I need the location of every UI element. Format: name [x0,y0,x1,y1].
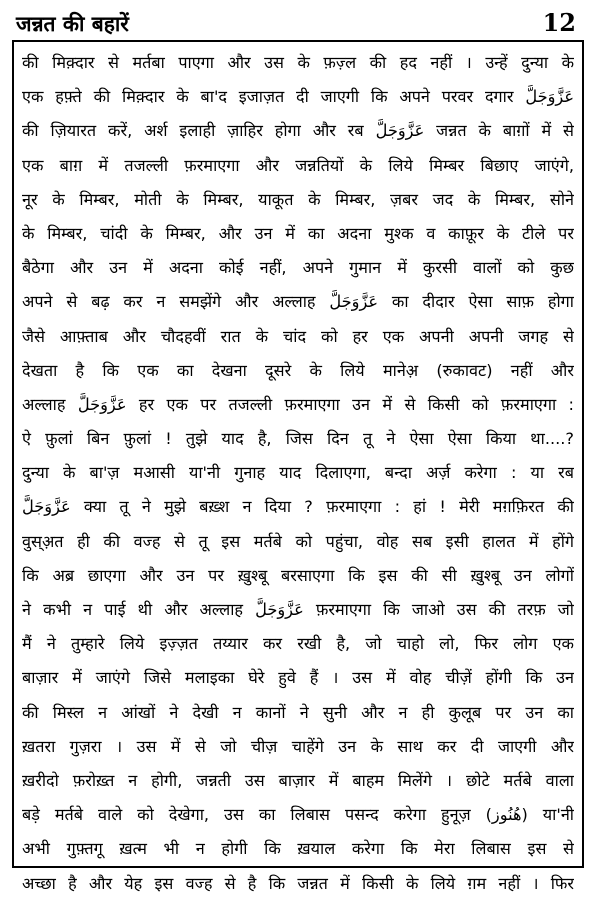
text-frame [12,40,584,893]
page-header [16,10,584,40]
text-line: नूर के मिम्बर, मोती के मिम्बर, याकूत के मिम्बर, ज़बर जद के मिम्बर, सोने [22,189,574,209]
text-line: अच्छा है और येह इस वज्ह से है कि जन्नत में किसी के लिये ग़म नहीं । फिर [22,873,574,893]
text-line: बड़े मर्तबे वाले को देखेगा, उस का लिबास पसन्द करेगा हुनूज़ (هُنُوز) या'नी [22,805,574,825]
text-line: ने कभी न पाई थी और अल्लाह عَزَّوَجَلَّ फ़रमाएगा कि जाओ उस की तरफ़ जो [22,600,574,619]
body-text [22,46,574,901]
text-line: एक बाग़ में तजल्ली फ़रमाएगा और जन्नतियों के लिये मिम्बर बिछाए जाएंगे, [22,155,574,175]
text-line: अभी गुफ़्तगू ख़त्म भी न होगी कि ख़याल करेगा कि मेरा लिबास इस से [22,839,574,859]
text-line: अल्लाह عَزَّوَجَلَّ हर एक पर तजल्ली फ़रमाएगा उन में से किसी को फ़रमाएगा : [22,394,574,414]
text-line: देखता है कि एक का देखना दूसरे के लिये मानेअ़ (रुकावट) नहीं और [22,360,574,380]
text-line: की मिस्ल न आंखों ने देखी न कानों ने सुनी और न ही कुलूब पर उन का [22,702,574,722]
text-line: के मिम्बर, चांदी के मिम्बर, और उन में का अदना मुश्क व काफ़ूर के टीले पर [22,223,574,243]
text-line: बैठेगा और उन में अदना कोई नहीं, अपने गुमान में कुरसी वालों को कुछ [22,258,574,278]
text-line: अपने से बढ़ कर न समझेंगे और अल्लाह عَزَّوَجَلَّ का दीदार ऐसा साफ़ होगा [22,292,574,312]
text-line: ख़तरा गुज़रा । उस में से जो चीज़ चाहेंगे उन के साथ कर दी जाएगी और [22,736,574,756]
text-line: बाज़ार में जाएंगे जिसे मलाइका घेरे हुवे हैं । उस में वोह चीज़ें होंगी कि उन [22,668,574,688]
text-line: ऐ फ़ुलां बिन फ़ुलां ! तुझे याद है, जिस दिन तू ने ऐसा ऐसा किया था....? [22,429,574,449]
text-line: जैसे आफ़्ताब और चौदहवीं रात के चांद को हर एक अपनी अपनी जगह से [22,326,574,346]
text-line: ख़रीदो फ़रोख़्त न होगी, जन्नती उस बाज़ार में बाहम मिलेंगे । छोटे मर्तबे वाला [22,770,574,790]
text-line: एक हफ़्ते की मिक़्दार के बा'द इजाज़त दी जाएगी कि अपने परवर दगार عَزَّوَجَلَّ [22,87,574,107]
text-line: की ज़ियारत करें, अर्श इलाही ज़ाहिर होगा और रब عَزَّوَجَلَّ जन्नत के बाग़ों में से [22,121,574,141]
text-line: मैं ने तुम्हारे लिये इज़्ज़त तय्यार कर रखी है, जो चाहो लो, फिर लोग एक [22,634,574,654]
text-line: वुस्अ़त ही की वज्ह से तू इस मर्तबे को पहुंचा, वोह सब इसी हालत में होंगे [22,531,574,551]
text-line: कि अब्र छाएगा और उन पर ख़ुश्बू बरसाएगा कि इस की सी ख़ुश्बू उन लोगों [22,565,574,585]
text-line: عَزَّوَجَلَّ क्या तू ने मुझे बख़्श न दिया ? फ़रमाएगा : हां ! मेरी मग़फ़िरत की [22,497,574,517]
text-line: दुन्या के बा'ज़ मआसी या'नी गुनाह याद दिलाएगा, बन्दा अर्ज़ करेगा : या रब [22,463,574,483]
page-number: 12 [542,8,576,37]
book-title: जन्नत की बहारें [16,12,129,36]
text-line: की मिक़्दार से मर्तबा पाएगा और उस के फ़ज़्ल की हद नहीं । उन्हें दुन्या के [22,53,574,72]
